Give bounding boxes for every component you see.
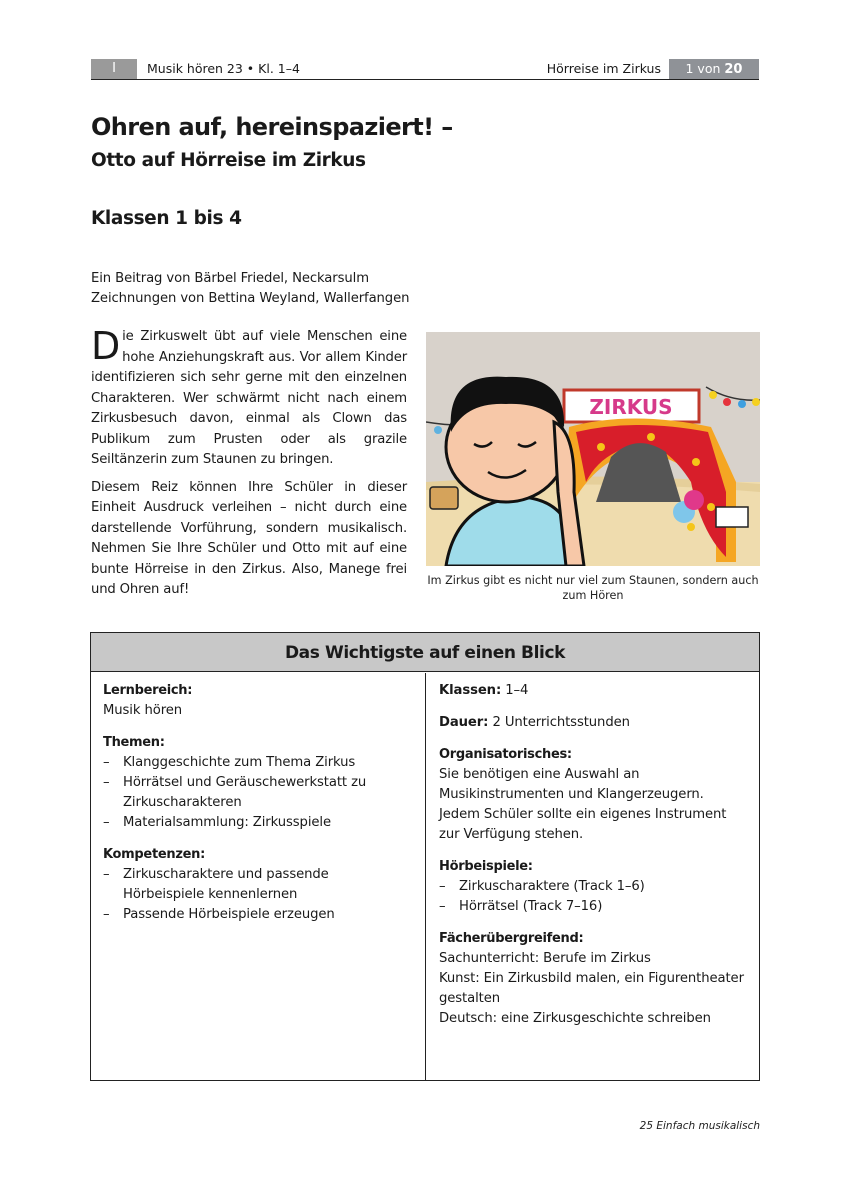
faecheruebergreifend-section	[439, 929, 747, 1029]
hoerbeispiele-section	[439, 857, 747, 917]
list-item: – Klanggeschichte zum Thema Zirkus	[103, 753, 413, 773]
list-item: – Zirkuscharaktere und passende Hörbeispiele kennenlernen	[103, 865, 413, 905]
page-prefix: 1 von	[685, 61, 721, 76]
intro-paragraph-1	[91, 324, 407, 471]
list-item: – Hörrätsel (Track 7–16)	[439, 897, 747, 917]
illustrator-credit: Zeichnungen von Bettina Weyland, Wallerfangen	[91, 291, 410, 306]
list-item: – Materialsammlung: Zirkusspiele	[103, 813, 413, 833]
list-item: – Zirkuscharaktere (Track 1–6)	[439, 877, 747, 897]
hoerbeispiele-label: Hörbeispiele:	[439, 859, 533, 874]
topic-label: Hörreise im Zirkus	[546, 61, 661, 76]
klassen-value: 1–4	[505, 683, 529, 698]
list-item: Deutsch: eine Zirkusgeschichte schreiben	[439, 1011, 711, 1026]
lernbereich-value: Musik hören	[103, 703, 183, 718]
page-indicator	[669, 59, 759, 79]
faecheruebergreifend-label: Fächerübergreifend:	[439, 931, 584, 946]
grade-level-heading: Klassen 1 bis 4	[91, 208, 242, 229]
kompetenzen-label: Kompetenzen:	[103, 847, 205, 862]
klassen-label: Klassen:	[439, 683, 502, 698]
drop-cap: D	[91, 324, 121, 368]
circus-illustration	[426, 332, 760, 566]
circus-scene-icon	[426, 332, 760, 566]
organisatorisches-value: Sie benötigen eine Auswahl an Musikinstrumenten und Klangerzeugern. Jedem Schüler sollte ein eigenes Instrument zur Verfügung stehen.	[439, 767, 727, 842]
themen-label: Themen:	[103, 735, 165, 750]
organisatorisches-section	[439, 745, 747, 845]
list-item: – Hörrätsel und Geräuschewerkstatt zu Zirkuscharakteren	[103, 773, 413, 813]
series-label: Musik hören 23 • Kl. 1–4	[147, 61, 300, 76]
overview-box	[90, 632, 760, 1081]
overview-heading: Das Wichtigste auf einen Blick	[91, 633, 759, 672]
overview-right-column	[427, 673, 759, 1080]
list-item: – Passende Hörbeispiele erzeugen	[103, 905, 413, 925]
footer-publication: 25 Einfach musikalisch	[639, 1120, 760, 1132]
overview-left-column	[91, 673, 426, 1080]
page-subtitle: Otto auf Hörreise im Zirkus	[91, 150, 366, 171]
figure-caption: Im Zirkus gibt es nicht nur viel zum Staunen, sondern auch zum Hören	[427, 574, 759, 602]
intro-text	[91, 324, 407, 608]
intro-paragraph-2: Diesem Reiz können Ihre Schüler in dieser Einheit Ausdruck verleihen – nicht durch eine darstellende Vorführung, sondern musikalisch. Nehmen Sie Ihre Schüler und Otto mit auf eine bunte Hörreise in den Zirkus. Also, Manege frei und Ohren auf!	[91, 479, 407, 597]
dauer-label: Dauer:	[439, 715, 489, 730]
section-number: I	[91, 59, 137, 79]
page-total: 20	[724, 62, 743, 77]
page-title: Ohren auf, hereinspaziert! –	[91, 113, 453, 141]
klassen-section	[439, 681, 747, 701]
credits	[91, 269, 409, 309]
lernbereich-label: Lernbereich:	[103, 683, 193, 698]
organisatorisches-label: Organisatorisches:	[439, 747, 572, 762]
lernbereich-section	[103, 681, 413, 721]
author-credit: Ein Beitrag von Bärbel Friedel, Neckarsulm	[91, 271, 369, 286]
page-header	[91, 59, 759, 80]
list-item: Kunst: Ein Zirkusbild malen, ein Figurentheater gestalten	[439, 971, 744, 1006]
themen-section	[103, 733, 413, 833]
kompetenzen-section	[103, 845, 413, 925]
dauer-value: 2 Unterrichtsstunden	[492, 715, 630, 730]
svg-text:ZIRKUS: ZIRKUS	[589, 395, 673, 419]
intro-paragraph-1-text: ie Zirkuswelt übt auf viele Menschen eine hohe Anziehungskraft aus. Vor allem Kinder identifizieren sich sehr gerne mit den einzelnen Charakteren. Wer schwärmt nicht nach einem Zirkusbesuch davon, einmal als Clown das Publikum zum Prusten oder als grazile Seiltänzerin zum Staunen zu bringen.	[91, 329, 407, 467]
dauer-section	[439, 713, 747, 733]
list-item: Sachunterricht: Berufe im Zirkus	[439, 951, 651, 966]
